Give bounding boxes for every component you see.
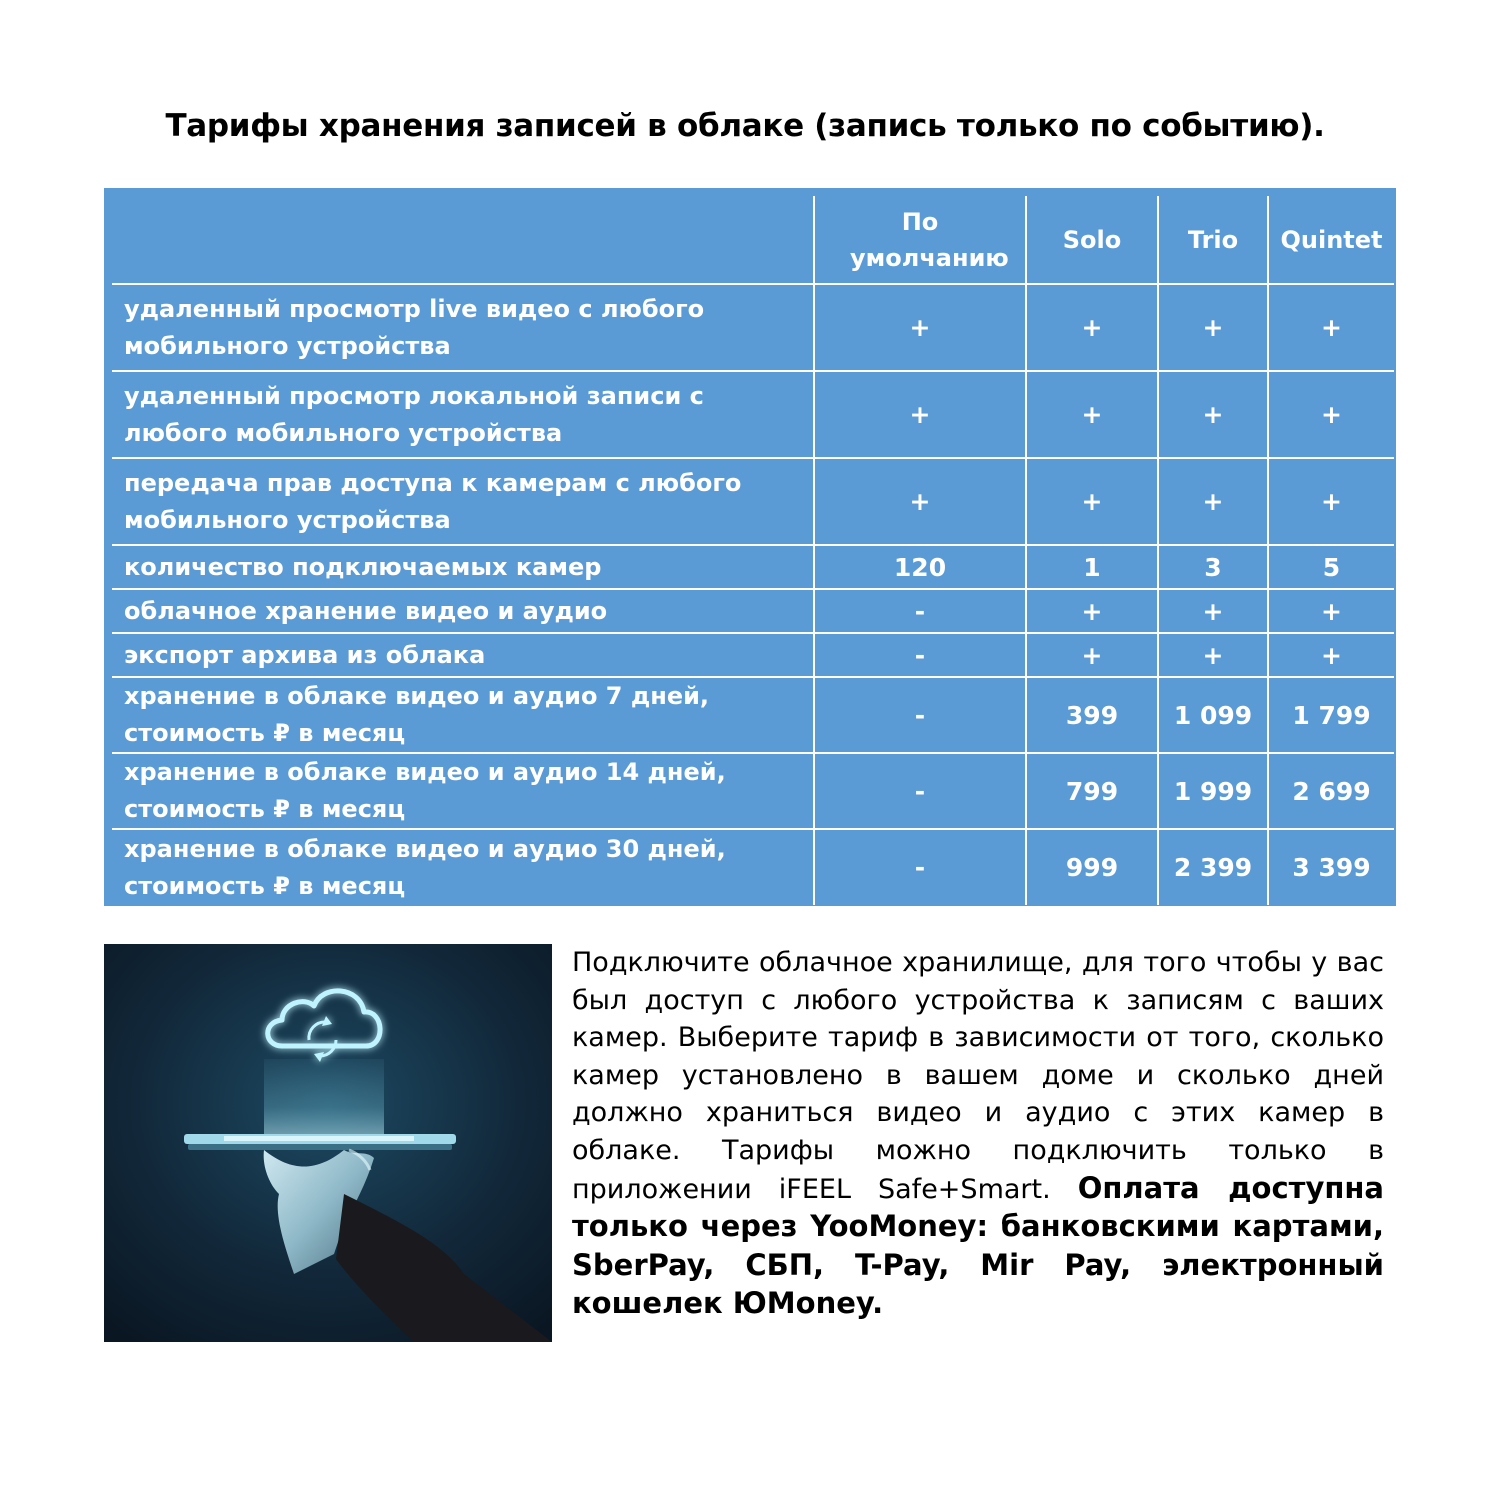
value-cell: + [1026, 633, 1158, 677]
feature-cell: облачное хранение видео и аудио [112, 589, 814, 633]
header-feature [112, 196, 814, 284]
feature-cell: удаленный просмотр live видео с любого мобильного устройства [112, 284, 814, 371]
value-cell: 1 [1026, 545, 1158, 589]
table-row [112, 829, 1394, 905]
value-cell: 999 [1026, 829, 1158, 905]
value-cell: + [1026, 284, 1158, 371]
value-cell: 1 099 [1158, 677, 1268, 753]
cloud-hand-image [104, 944, 552, 1342]
table-row [112, 589, 1394, 633]
value-cell: - [814, 589, 1026, 633]
description-text [572, 944, 1384, 1324]
value-cell: + [1158, 371, 1268, 458]
tariff-table [112, 196, 1394, 905]
value-cell: - [814, 677, 1026, 753]
cloud-storage-illustration [104, 944, 552, 1342]
table-row [112, 753, 1394, 829]
table-row [112, 284, 1394, 371]
feature-cell: количество подключаемых камер [112, 545, 814, 589]
value-cell: + [1026, 458, 1158, 545]
feature-cell: экспорт архива из облака [112, 633, 814, 677]
table-row [112, 633, 1394, 677]
value-cell: 2 699 [1268, 753, 1394, 829]
value-cell: - [814, 633, 1026, 677]
header-trio: Trio [1158, 196, 1268, 284]
tablet-icon [184, 1134, 456, 1150]
value-cell: + [1026, 371, 1158, 458]
header-solo: Solo [1026, 196, 1158, 284]
value-cell: + [1158, 589, 1268, 633]
value-cell: + [814, 458, 1026, 545]
value-cell: + [814, 284, 1026, 371]
value-cell: 1 799 [1268, 677, 1394, 753]
feature-cell: хранение в облаке видео и аудио 30 дней, стоимость ₽ в месяц [112, 829, 814, 905]
value-cell: 3 399 [1268, 829, 1394, 905]
header-default [814, 196, 1026, 284]
value-cell: + [1158, 633, 1268, 677]
table-header-row [112, 196, 1394, 284]
page-title: Тарифы хранения записей в облаке (запись только по событию). [165, 108, 1325, 144]
header-quintet: Quintet [1268, 196, 1394, 284]
value-cell: + [1158, 458, 1268, 545]
value-cell: - [814, 753, 1026, 829]
description-regular: Подключите облачное хранилище, для того чтобы у вас был доступ с любого устройства к записям с ваших камер. Выберите тариф в зависимости от того, сколько камер установлено в вашем доме и сколько дней должно храниться видео и аудио с этих камер в облаке. Тарифы можно подключить только в приложении iFEEL Safe+Smart. [572, 947, 1384, 1205]
tariff-table-panel [104, 188, 1396, 906]
table-row [112, 677, 1394, 753]
value-cell: 5 [1268, 545, 1394, 589]
value-cell: - [814, 829, 1026, 905]
table-row [112, 545, 1394, 589]
feature-cell: хранение в облаке видео и аудио 14 дней, стоимость ₽ в месяц [112, 753, 814, 829]
feature-cell: хранение в облаке видео и аудио 7 дней, стоимость ₽ в месяц [112, 677, 814, 753]
feature-cell: передача прав доступа к камерам с любого мобильного устройства [112, 458, 814, 545]
value-cell: + [1158, 284, 1268, 371]
table-row [112, 458, 1394, 545]
value-cell: + [1268, 458, 1394, 545]
value-cell: 2 399 [1158, 829, 1268, 905]
value-cell: 120 [814, 545, 1026, 589]
value-cell: 1 999 [1158, 753, 1268, 829]
value-cell: + [1026, 589, 1158, 633]
value-cell: + [1268, 633, 1394, 677]
value-cell: 3 [1158, 545, 1268, 589]
value-cell: + [1268, 589, 1394, 633]
value-cell: 799 [1026, 753, 1158, 829]
value-cell: + [814, 371, 1026, 458]
header-default-label: По умолчанию [850, 207, 1009, 272]
feature-cell: удаленный просмотр локальной записи с любого мобильного устройства [112, 371, 814, 458]
table-row [112, 371, 1394, 458]
value-cell: + [1268, 284, 1394, 371]
description-payment-note: Оплата доступна только через YooMoney: банковскими картами, SberPay, СБП, T-Pay, Mir Pay, электронный кошелек ЮMoney. [572, 1170, 1384, 1321]
value-cell: + [1268, 371, 1394, 458]
value-cell: 399 [1026, 677, 1158, 753]
